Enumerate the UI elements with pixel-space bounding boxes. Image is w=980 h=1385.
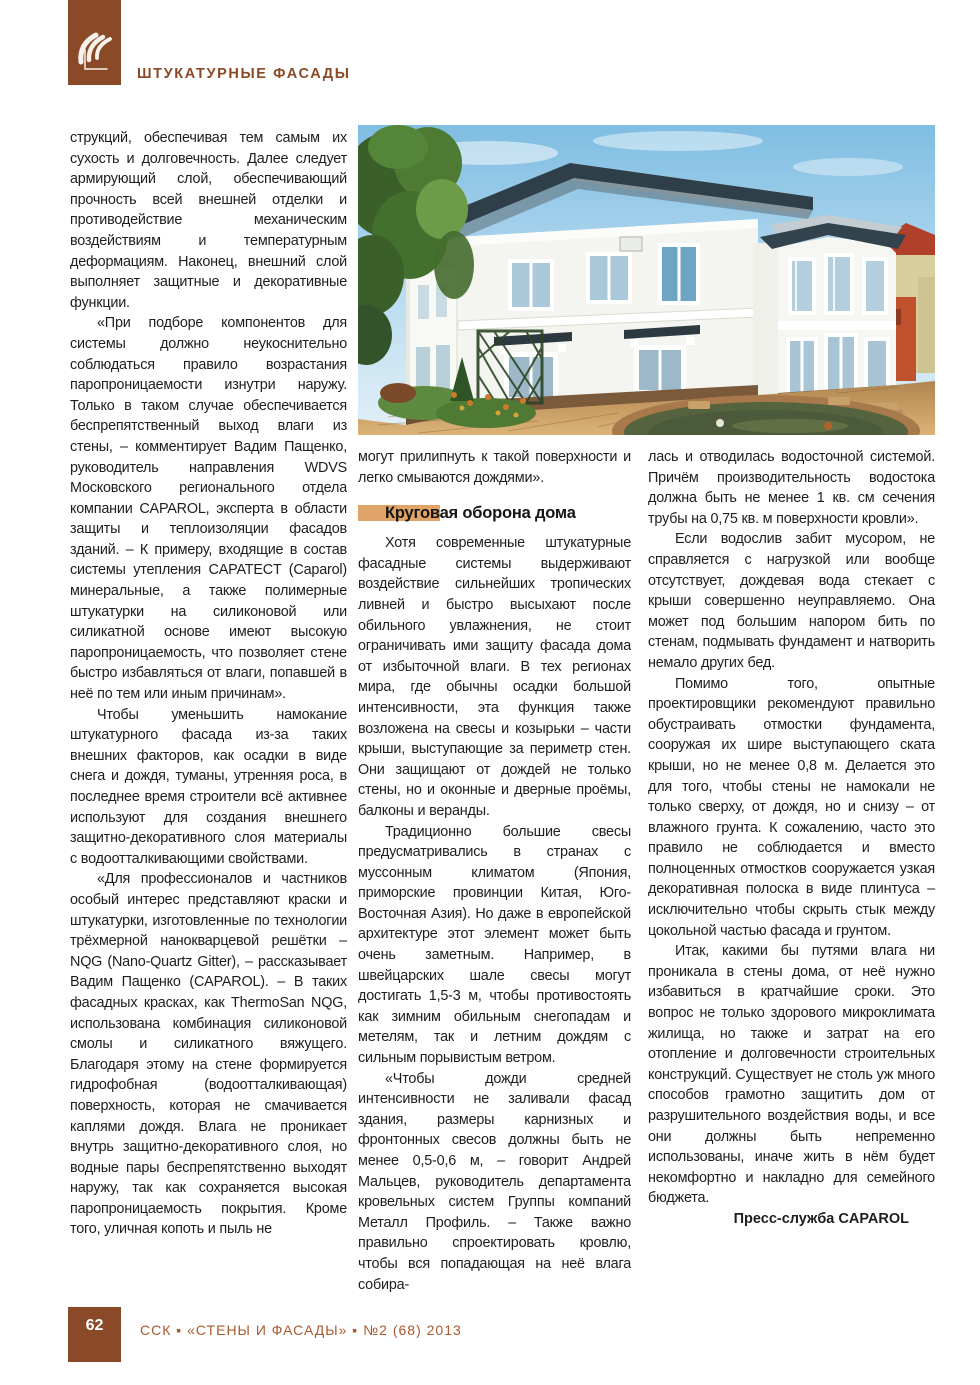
body-paragraph: «При подборе компонентов для системы должно неукоснительно соблюдаться правило возрастания паропроницаемости изнутри наружу. Только в таком случае обеспечивается беспрепятственный выход влаги из стены, – комментирует Вадим Пащенко, руководитель направления WDVS Московского регионального отдела компании CAPAROL, эксперта в области защиты и теплоизоляции фасадов зданий. – К примеру, входящие в состав системы утепления CAPATECT (Caparol) минеральные, а также полимерные штукатурки на силиконовой или силикатной основе имеют высокую паропроницаемость, что позволяет стене быстро избавляться от влаги, попавшей в неё по тем или иным причинам».: [70, 315, 347, 703]
body-paragraph: могут прилипнуть к такой поверхности и легко смываются дождями».: [358, 449, 631, 486]
body-paragraph: Помимо того, опытные проектировщики рекомендуют правильно обустраивать отмостки фундамента, сооружая их шире выступающего ската крыши, но не менее 0,8 м. Делается это для того, чтобы стены не намокали не только сверху, от дождя, но и снизу – от влажного грунта. К сожалению, часто это правило не соблюдается и вместо полноценных отмостков сооружается узкая декоративная полоска в виде плинтуса – исключительно чтобы скрыть стык между цокольной частью фасада и грунтом.: [648, 675, 935, 939]
article-column-3: [648, 447, 935, 1230]
leaf-logo-icon: [68, 0, 121, 85]
body-paragraph: лась и отводилась водосточной системой. Причём производительность водостока должна быть не менее 1 кв. см сечения трубы на 0,75 кв. м поверхности кровли».: [648, 449, 935, 527]
body-paragraph: Традиционно большие свесы предусматривались в странах с муссонным климатом (Япония, приморские провинции Китая, Юго-Восточная Азия). Но даже в европейской архитектуре этот элемент может быть очень заметным. Например, в швейцарских шале свесы могут достигать 1,5-3 м, чтобы противостоять как зимним обильным снегопадам и метелям, так и летним дождям с сильным порывистым ветром.: [358, 823, 631, 1067]
article-column-1: [70, 128, 347, 1240]
body-paragraph: струкций, обеспечивая тем самым их сухость и долговечность. Далее следует армирующий слой, обеспечивающий прочность всей внешней отделки и противодействие механическим воздействиям и температурным деформациям. Наконец, внешний слой выполняет защитные и декоративные функции.: [70, 130, 347, 311]
body-paragraph: «Для профессионалов и частников особый интерес представляют краски и штукатурки, изготовленные по технологии трёхмерной нанокварцевой решётки – NQG (Nano-Quartz Gitter), – рассказывает Вадим Пащенко (CAPAROL). – В таких фасадных красках, как ThermoSan NQG, использована комбинация силиконовой смолы и силикатного вяжущего. Благодаря этому на стене формируется гидрофобная (водоотталкивающая) поверхность, которая не смачивается каплями дождя. Влага не проникает внутрь защитно-декоративного слоя, но водные пары беспрепятственно выходят наружу, так как сохраняется высокая паропроницаемость покрытия. Кроме того, уличная копоть и пыль не: [70, 871, 347, 1238]
house-photo-illustration: [358, 125, 935, 435]
footer-journal-info: ССК ▪ «СТЕНЫ И ФАСАДЫ» ▪ №2 (68) 2013: [140, 1322, 462, 1338]
body-paragraph: Чтобы уменьшить намокание штукатурного фасада из-за таких внешних факторов, как осадки в виде снега и дождя, туманы, утренняя роса, в последнее время строители всё активнее используют для создания внешнего защитно-декоративного слоя материалы с водоотталкивающими свойствами.: [70, 706, 347, 867]
publisher-logo: [68, 0, 121, 85]
house-photo: [358, 125, 935, 435]
section-title: ШТУКАТУРНЫЕ ФАСАДЫ: [137, 66, 351, 82]
body-paragraph: Итак, какими бы путями влага ни проникала в стены дома, от неё нужно избавиться в кратчайшие сроки. Это вопрос не только здорового микроклимата жилища, но также и затрат на его отопление и долговечности строительных конструкций. Существует не столь уж много способов грамотно защитить дом от разрушительного воздействия воды, и все они должны быть непременно использованы, иначе жить в нём будет некомфортно и накладно для семейного бюджета.: [648, 943, 935, 1207]
body-paragraph: Если водослив забит мусором, не справляется с нагрузкой или вообще отсутствует, дождевая вода стекает с крыши совершенно неуправляемо. Она может под большим напором бить по стенам, подмывать фундамент и натворить немало других бед.: [648, 531, 935, 671]
page-number: 62: [68, 1307, 121, 1362]
body-paragraph: «Чтобы дожди средней интенсивности не заливали фасад здания, размеры карнизных и фронтонных свесов должны быть не менее 0,5-0,6 м, – говорит Андрей Мальцев, руководитель департамента кровельных систем Группы компаний Металл Профиль. – Также важно правильно спроектировать кровлю, чтобы вся попадающая на неё влага собира-: [358, 1070, 631, 1293]
subheading-text: Круговая оборона дома: [385, 504, 576, 523]
body-paragraph: Хотя современные штукатурные фасадные системы выдерживают воздействие сильнейших тропических ливней и быстро высыхают после обильного увлажнения, не стоит ограничивать ими защиту фасада дома от избыточной влаги. В тех регионах мира, где обычны осадки большой интенсивности, эта функция также возложена на свесы и козырьки – части крыши, выступающие за периметр стен. Они защищают от дождей не только стены, но и оконные и дверные проёмы, балконы и веранды.: [358, 535, 631, 819]
article-column-2: [358, 447, 631, 1295]
subheading: [358, 504, 631, 523]
byline: Пресс-служба CAPAROL: [733, 1210, 909, 1227]
